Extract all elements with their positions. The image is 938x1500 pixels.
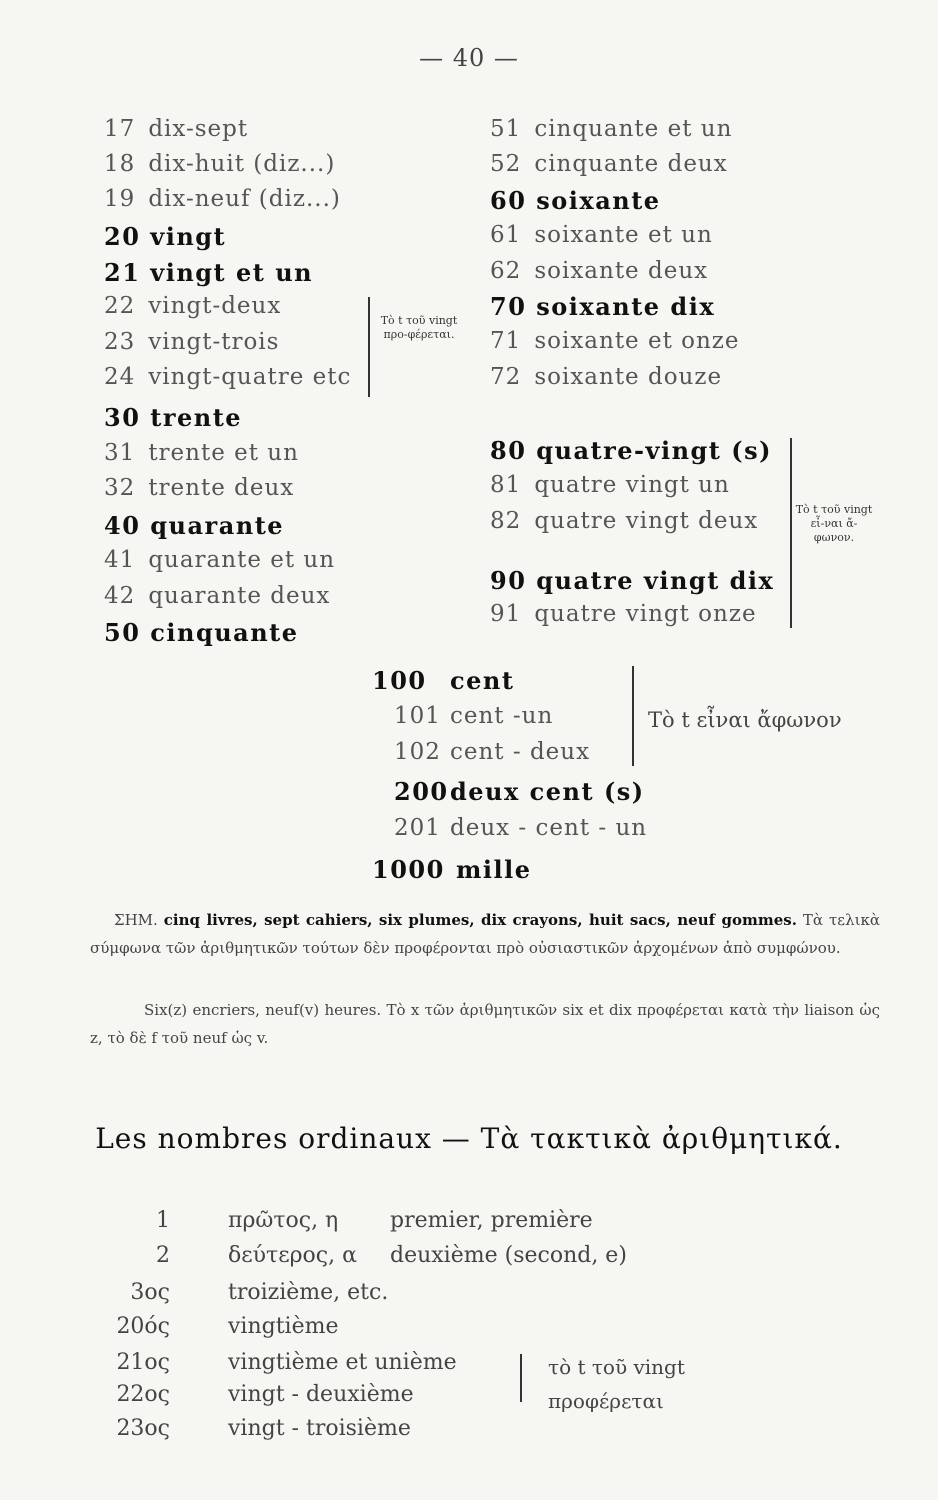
note-quatre-vingt: Τὸ t τοῦ vingt εἶ-ναι ἄ-φωνον. (795, 503, 873, 544)
list-item: 82 quatre vingt deux (490, 508, 759, 534)
list-item: 72 soixante douze (490, 364, 723, 390)
brace-line (632, 666, 634, 766)
list-item: 30 trente (104, 403, 243, 432)
list-item: 20 vingt (104, 222, 227, 251)
list-item: 80 quatre-vingt (s) (490, 436, 772, 465)
list-item: 50 cinquante (104, 618, 299, 647)
note-vingt: Τὸ t τοῦ vingt προ-φέρεται. (380, 314, 458, 341)
list-item: 91 quatre vingt onze (490, 601, 757, 627)
list-item: 23 vingt-trois (104, 329, 280, 355)
list-item: 71 soixante et onze (490, 328, 740, 354)
list-item: 42 quarante deux (104, 583, 331, 609)
list-item: 40 quarante (104, 511, 285, 540)
brace-line (520, 1354, 522, 1402)
note-ordinal: τὸ t τοῦ vingt προφέρεται (548, 1355, 685, 1413)
list-item: 62 soixante deux (490, 258, 709, 284)
list-item: 18 dix-huit (diz...) (104, 151, 336, 177)
list-item: 101 cent -un (394, 703, 554, 729)
list-item: 21 vingt et un (104, 258, 314, 287)
list-item: 19 dix-neuf (diz...) (104, 186, 341, 212)
list-item: 41 quarante et un (104, 547, 336, 573)
list-item: 200deux cent (s) (394, 777, 645, 806)
page-number: — 40 — (419, 44, 519, 72)
remark-paragraph-1: ΣΗΜ. cinq livres, sept cahiers, six plumes, dix crayons, huit sacs, neuf gommes. Τὰ τελικὰ σύμφωνα τῶν ἀριθμητικῶν τούτων δὲν προφέρονται πρὸ οὐσιαστικῶν ἀρχομένων ἀπὸ συμφώνου. (90, 911, 880, 957)
list-item: 100 cent (372, 666, 515, 695)
list-item: 61 soixante et un (490, 222, 713, 248)
note-cent: Τὸ t εἶναι ἄφωνον (648, 708, 842, 732)
list-item: 22 vingt-deux (104, 293, 282, 319)
brace-line (790, 438, 792, 628)
list-item: 102 cent - deux (394, 739, 591, 765)
list-item: 32 trente deux (104, 475, 295, 501)
section-title: Les nombres ordinaux — Τὰ τακτικὰ ἀριθμητικά. (95, 1122, 843, 1155)
list-item: 1000 mille (372, 855, 532, 884)
list-item: 31 trente et un (104, 440, 299, 466)
list-item: 201 deux - cent - un (394, 815, 648, 841)
list-item: 81 quatre vingt un (490, 472, 730, 498)
list-item: 60 soixante (490, 186, 661, 215)
remark-paragraph-2: Six(z) encriers, neuf(v) heures. Τὸ x τῶν ἀριθμητικῶν six et dix προφέρεται κατὰ τὴν liaison ὡς z, τὸ δὲ f τοῦ neuf ὡς v. (90, 1001, 880, 1047)
list-item: 17 dix-sept (104, 116, 249, 142)
list-item: 70 soixante dix (490, 292, 716, 321)
list-item: 52 cinquante deux (490, 151, 728, 177)
list-item: 24 vingt-quatre etc (104, 364, 352, 390)
list-item: 90 quatre vingt dix (490, 566, 775, 595)
brace-line (368, 297, 370, 397)
list-item: 51 cinquante et un (490, 116, 733, 142)
